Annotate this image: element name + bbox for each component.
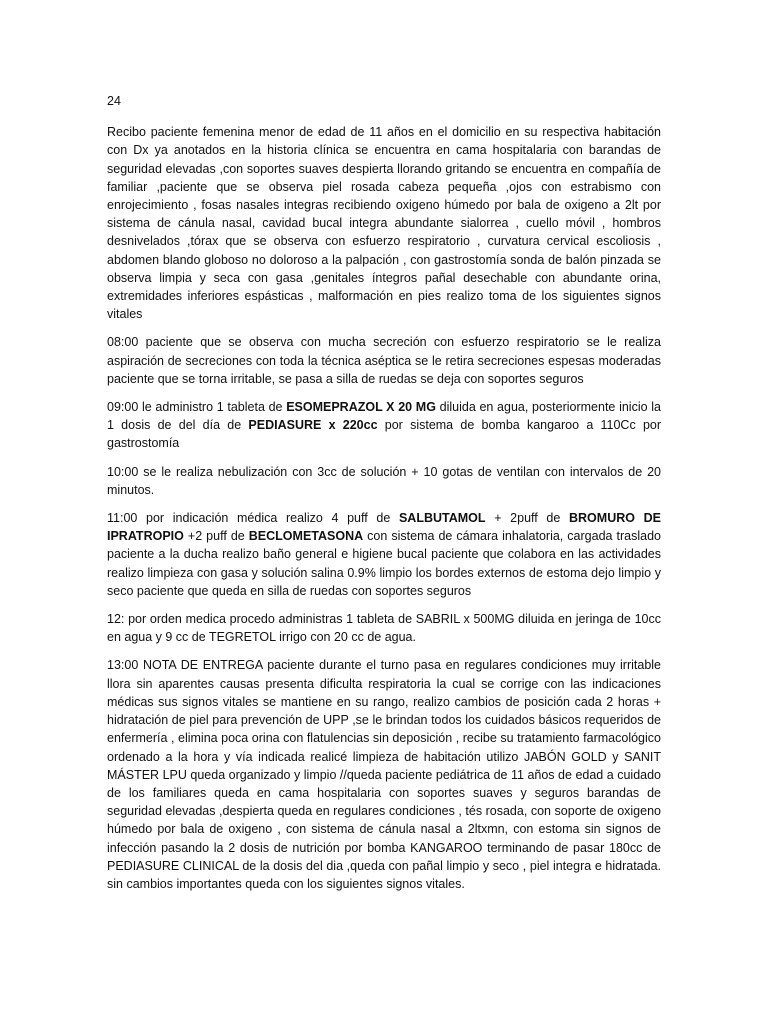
- paragraph-text: 08:00 paciente que se observa con mucha secreción con esfuerzo respiratorio se le realiza aspiración de secreciones con toda la técnica aséptica se le retira secreciones espesas moderadas paciente que se torna irritable, se pasa a silla de ruedas se deja con soportes seguros: [107, 335, 661, 386]
- paragraph-text: + 2puff de: [485, 511, 569, 526]
- bold-medication-text: BROMURO DE IPRATROPIO: [107, 511, 662, 544]
- bold-medication-text: ESOMEPRAZOL X 20 MG: [286, 400, 436, 415]
- paragraph-text: 09:00 le administro 1 tableta de: [107, 400, 287, 415]
- paragraph-text: diluida en agua, posteriormente inicio la 1 dosis de del día de: [107, 400, 661, 433]
- paragraph-text: +2 puff de: [183, 529, 249, 544]
- paragraph-text: con sistema de cámara inhalatoria, cargada traslado paciente a la ducha realizo baño general e higiene bucal paciente que colabora en las actividades realizo limpieza con gasa y solución salina 0.9% limpio los bordes externos de estoma dejo limpio y seco paciente que queda en silla de ruedas con soportes seguros: [107, 529, 661, 598]
- note-paragraph: [107, 509, 661, 600]
- document-page: [107, 92, 661, 903]
- page-number: 24: [107, 94, 121, 108]
- note-paragraph: [107, 333, 661, 388]
- note-paragraph: [107, 656, 661, 893]
- notes-body: [107, 123, 661, 893]
- paragraph-text: Recibo paciente femenina menor de edad de 11 años en el domicilio en su respectiva habitación con Dx ya anotados en la historia clínica se encuentra en cama hospitalaria con barandas de seguridad elevadas ,con soportes suaves despierta llorando gritando se encuentra en compañía de familiar ,paciente que se observa piel rosada cabeza pequeña ,ojos con estrabismo con enrojecimiento , fosas nasales integras recibiendo oxigeno húmedo por bala de oxigeno a 2lt por sistema de cánula nasal, cavidad bucal integra abundante sialorrea , cuello móvil , hombros desnivelados ,tórax que se observa con esfuerzo respiratorio , curvatura cervical escoliosis , abdomen blando globoso no doloroso a la palpación , con gastrostomía sonda de balón pinzada se observa limpia y seca con gasa ,genitales íntegros pañal desechable con abundante orina, extremidades inferiores espásticas , malformación en pies realizo toma de los siguientes signos vitales: [107, 125, 661, 322]
- bold-medication-text: PEDIASURE x 220cc: [248, 418, 378, 433]
- note-paragraph: [107, 398, 661, 453]
- paragraph-text: por sistema de bomba kangaroo a 110Cc por gastrostomía: [107, 418, 662, 451]
- bold-medication-text: SALBUTAMOL: [398, 511, 486, 526]
- paragraph-text: 11:00 por indicación médica realizo 4 puff de: [107, 511, 399, 526]
- note-paragraph: [107, 463, 661, 499]
- paragraph-text: 13:00 NOTA DE ENTREGA paciente durante el turno pasa en regulares condiciones muy irritable llora sin aparentes causas presenta dificulta respiratoria la cual se corrige con las indicaciones médicas sus signos vitales se mantiene en su rango, realizo cambios de posición cada 2 horas + hidratación de piel para prevención de UPP ,se le brindan todos los cuidados básicos requeridos de enfermería , elimina poca orina con flatulencias sin deposición , recibe su tratamiento farmacológico ordenado a la hora y vía indicada realicé limpieza de habitación utilizo JABÓN GOLD y SANIT MÁSTER LPU queda organizado y limpio //queda paciente pediátrica de 11 años de edad a cuidado de los familiares queda en cama hospitalaria con soportes suaves y seguros barandas de seguridad elevadas ,despierta queda en regulares condiciones , tés rosada, con soporte de oxigeno húmedo por bala de oxigeno , con sistema de cánula nasal a 2ltxmn, con estoma sin signos de infección pasando la 2 dosis de nutrición por bomba KANGAROO terminando de pasar 180cc de PEDIASURE CLINICAL de la dosis del dia ,queda con pañal limpio y seco , piel integra e hidratada. sin cambios importantes queda con los siguientes signos vitales.: [107, 658, 661, 891]
- bold-medication-text: BECLOMETASONA: [248, 529, 364, 544]
- note-paragraph: [107, 123, 661, 323]
- note-paragraph: [107, 610, 661, 646]
- paragraph-text: 12: por orden medica procedo administras 1 tableta de SABRIL x 500MG diluida en jeringa de 10cc en agua y 9 cc de TEGRETOL irrigo con 20 cc de agua.: [107, 612, 661, 645]
- paragraph-text: 10:00 se le realiza nebulización con 3cc de solución + 10 gotas de ventilan con intervalos de 20 minutos.: [107, 464, 661, 497]
